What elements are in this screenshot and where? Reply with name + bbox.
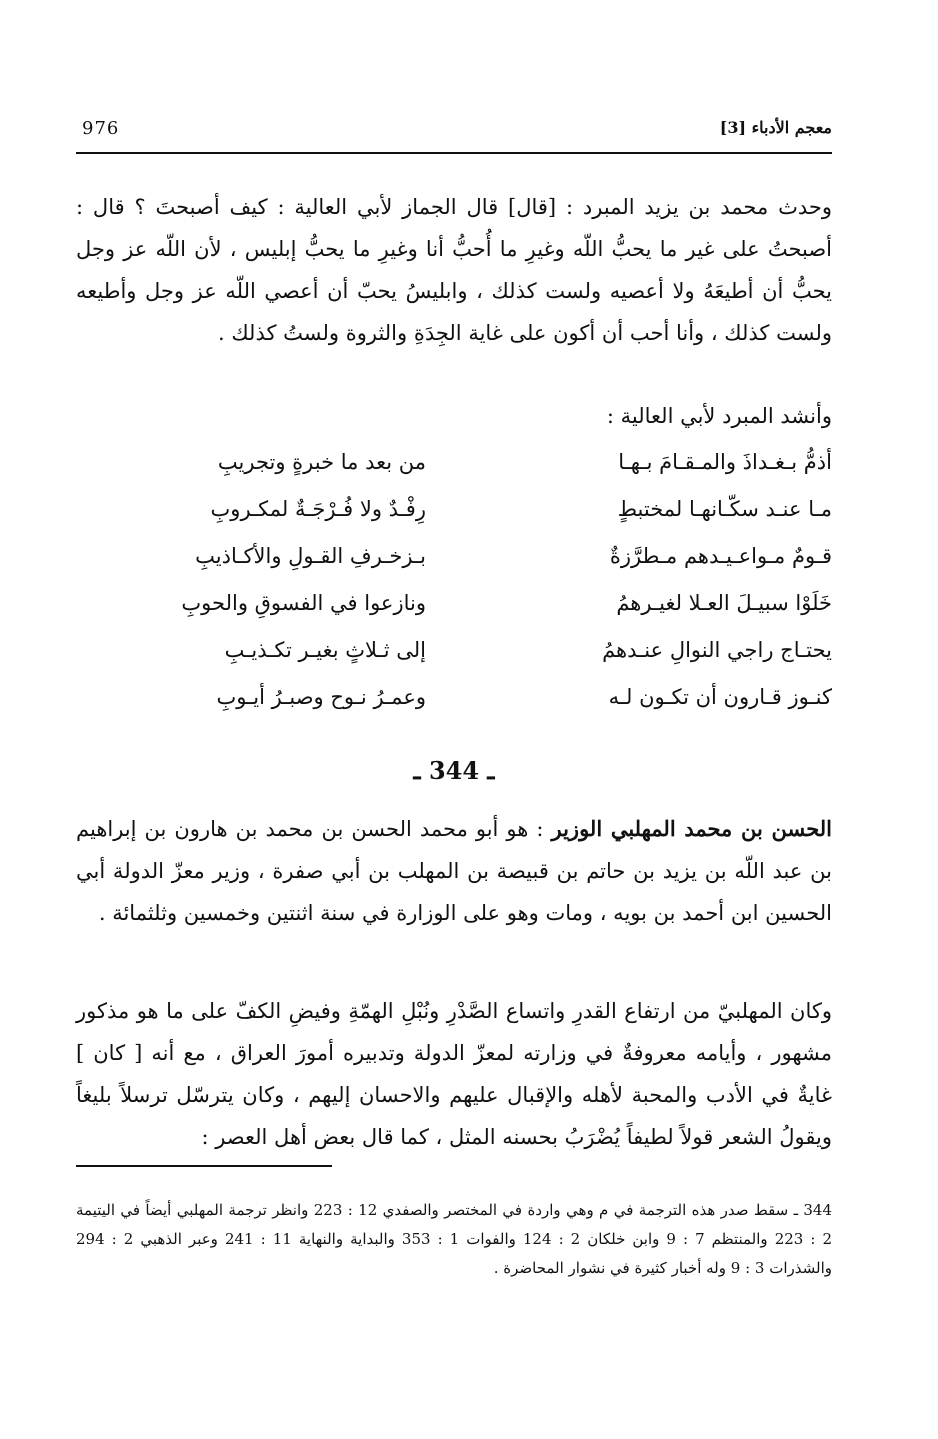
verse-second-hemistich: بـزخـرفِ القـولِ والأكـاذيبِ	[195, 544, 426, 568]
entry-intro: : هو أبو محمد الحسن بن محمد بن هارون بن إبراهيم بن عبد اللّه بن يزيد بن حاتم بن قبيصة بن المهلب بن أبي صفرة ، وزير معزّ الدولة أبي الحسين ابن أحمد بن بويه ، ومات وهو على الوزارة في سنة اثنتين وخمسين وثلثمائة .	[76, 817, 832, 925]
verse-line	[156, 582, 832, 629]
verse-second-hemistich: وعمـرُ نـوح وصبـرُ أيـوبِ	[216, 685, 426, 709]
verse-first-hemistich: قـومٌ مـواعـيـدهم مـطرَّزةٌ	[609, 544, 832, 568]
verse-line	[156, 488, 832, 535]
header-divider	[76, 152, 832, 154]
verse-first-hemistich: يحتـاج راجي النوالِ عنـدهمُ	[602, 638, 832, 662]
verse-line	[156, 441, 832, 488]
verse-second-hemistich: من بعد ما خبرةٍ وتجريبِ	[217, 450, 426, 474]
verse-first-hemistich: مـا عنـد سكّـانهـا لمختبطٍ	[617, 497, 832, 521]
entry-name: الحسن بن محمد المهلبي الوزير	[551, 816, 832, 841]
page-number: 976	[82, 118, 120, 139]
verse-intro: وأنشد المبرد لأبي العالية :	[606, 404, 832, 428]
poem	[156, 441, 832, 723]
verse-second-hemistich: ونازعوا في الفسوقِ والحوبِ	[181, 591, 426, 615]
page-header	[76, 116, 832, 146]
biography-paragraph: وكان المهلبيّ من ارتفاع القدرِ واتساع الصَّدْرِ ونُبْلِ الهمّةِ وفيضِ الكفّ على ما هو مذكور مشهور ، وأيامه معروفةٌ في وزارته لمعزّ الدولة وتدبيره أمورَ العراق ، مع أنه [ كان ] غايةٌ في الأدب والمحبة لأهله والإقبال عليهم والاحسان إليهم ، وكان يترسّل ترسلاً بليغاً ويقولُ الشعر قولاً لطيفاً يُضْرَبُ بحسنه المثل ، كما قال بعض أهل العصر :	[76, 999, 833, 1149]
anecdote-paragraph: وحدث محمد بن يزيد المبرد : [قال] قال الجماز لأبي العالية : كيف أصبحتَ ؟ قال : أصبحتُ على غير ما يحبُّ اللّه وغيرِ ما أُحبُّ أنا وغيرِ ما يحبُّ إبليس ، لأن اللّه عز وجل يحبُّ أن أطيعَهُ ولا أعصيه ولست كذلك ، وابليسُ يحبّ أن أعصي اللّه عز وجل وأطيعه ولست كذلك ، وأنا أحب أن أكون على غاية الجِدَةِ والثروة ولستُ كذلك .	[76, 195, 832, 345]
verse-first-hemistich: خَلَوْا سبيـلَ العـلا لغيـرهمُ	[616, 591, 832, 615]
verse-line	[156, 535, 832, 582]
entry-number: ـ 344 ـ	[413, 756, 495, 785]
verse-second-hemistich: رِفْـدٌ ولا فُـرْجَـةٌ لمكـروبِ	[210, 497, 426, 521]
footnote-divider	[76, 1165, 332, 1167]
verse-line	[156, 676, 832, 723]
footnote: 344 ـ سقط صدر هذه الترجمة في م وهي واردة في المختصر والصفدي 12 : 223 وانظر ترجمة المهلبي أيضاً في اليتيمة 2 : 223 والمنتظم 7 : 9 وابن خلكان 2 : 124 والفوات 1 : 353 والبداية والنهاية 11 : 241 وعبر الذهبي 2 : 294 والشذرات 3 : 9 وله أخبار كثيرة في نشوار المحاضرة .	[76, 1201, 833, 1277]
verse-line	[156, 629, 832, 676]
entry-paragraph	[76, 808, 832, 934]
verse-first-hemistich: كنـوز قـارون أن تكـون لـه	[608, 685, 832, 709]
verse-first-hemistich: أذمُّ بـغـداذَ والمـقـامَ بـهـا	[618, 450, 832, 474]
verse-second-hemistich: إلى ثـلاثٍ بغيـر تكـذيـبِ	[224, 638, 426, 662]
running-title: معجم الأدباء [3]	[719, 118, 832, 137]
